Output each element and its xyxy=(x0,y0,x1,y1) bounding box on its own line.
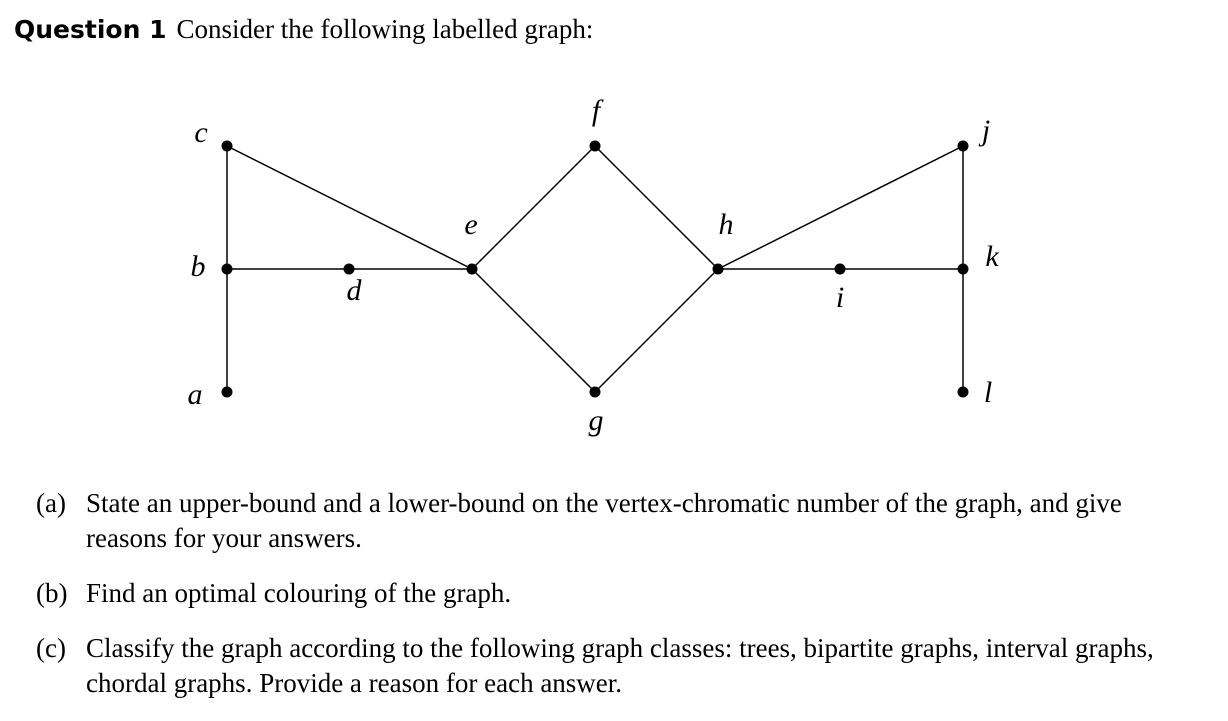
part-a xyxy=(36,486,1206,556)
question-parts xyxy=(36,486,1206,721)
vertex-j xyxy=(958,141,969,152)
vertex-i xyxy=(835,264,846,275)
edge-f-h xyxy=(595,146,718,269)
edge-h-j xyxy=(718,146,963,269)
part-b-text: Find an optimal colouring of the graph. xyxy=(86,578,512,608)
graph-edges xyxy=(227,146,963,392)
vertex-h xyxy=(713,264,724,275)
vertex-a xyxy=(222,387,233,398)
vertex-label-b: b xyxy=(190,250,206,283)
edge-e-g xyxy=(472,269,595,392)
vertex-label-g: g xyxy=(588,404,604,437)
vertex-b xyxy=(222,264,233,275)
vertex-g xyxy=(590,387,601,398)
vertex-label-d: d xyxy=(346,274,362,307)
part-b-marker: (b) xyxy=(36,578,68,608)
vertex-c xyxy=(222,141,233,152)
edge-g-h xyxy=(595,269,718,392)
vertex-f xyxy=(590,141,601,152)
vertex-k xyxy=(958,264,969,275)
question-header xyxy=(14,12,593,47)
vertex-d xyxy=(344,264,355,275)
vertex-label-c: c xyxy=(194,116,208,149)
part-c-marker: (c) xyxy=(36,633,66,663)
question-label: Question 1 xyxy=(14,15,167,44)
vertex-label-a: a xyxy=(187,378,203,411)
labelled-graph xyxy=(0,80,1228,440)
edge-c-e xyxy=(227,146,472,269)
vertex-label-h: h xyxy=(718,208,734,241)
vertex-l xyxy=(958,387,969,398)
vertex-label-j: j xyxy=(981,114,991,147)
vertex-label-l: l xyxy=(983,376,993,409)
vertex-label-f: f xyxy=(591,94,601,127)
part-c-text: Classify the graph according to the following graph classes: trees, bipartite graphs, interval graphs, chordal graphs. Provide a reason for each answer. xyxy=(86,633,1154,698)
part-c xyxy=(36,631,1206,701)
vertex-label-k: k xyxy=(985,240,999,273)
vertex-e xyxy=(467,264,478,275)
part-b xyxy=(36,576,1206,611)
part-a-marker: (a) xyxy=(36,488,66,518)
question-intro: Consider the following labelled graph: xyxy=(176,14,594,44)
vertex-label-i: i xyxy=(835,281,845,314)
vertex-label-e: e xyxy=(464,208,478,241)
edge-e-f xyxy=(472,146,595,269)
part-a-text: State an upper-bound and a lower-bound on the vertex-chromatic number of the graph, and give reasons for your answers. xyxy=(86,488,1122,553)
